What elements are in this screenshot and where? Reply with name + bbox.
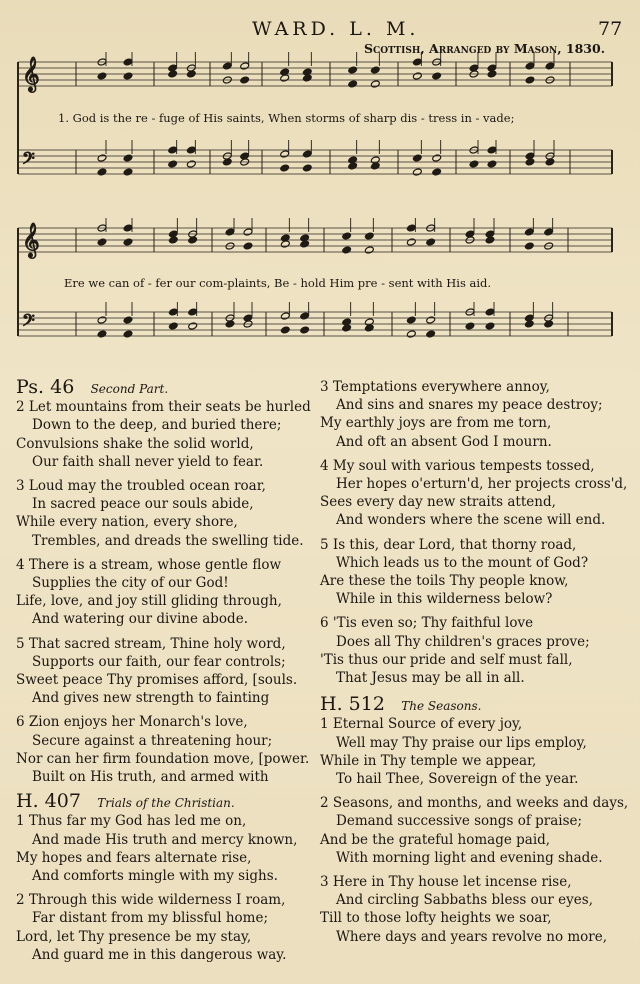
note-head-icon <box>97 330 107 338</box>
note-head-icon <box>168 146 178 154</box>
note-head-icon <box>524 314 534 322</box>
verse-line: And comforts mingle with my sighs. <box>32 868 278 885</box>
verse-line: 'Tis thus our pride and self must fall, <box>320 651 573 668</box>
note-head-icon <box>545 62 555 70</box>
note-head-icon <box>168 230 178 238</box>
treble-clef-icon: 𝄞 <box>22 57 40 92</box>
note-head-icon <box>123 72 133 80</box>
stanza <box>16 812 316 885</box>
note-head-icon <box>485 230 495 238</box>
hymn-heading <box>320 695 635 715</box>
note-head-icon <box>485 322 495 330</box>
verse-line: Well may Thy praise our lips employ, <box>336 734 587 751</box>
verse-line: In sacred peace our souls abide, <box>32 496 254 513</box>
note-head-icon <box>225 228 235 236</box>
music-score <box>0 0 640 360</box>
right-column <box>320 378 635 946</box>
stanza <box>320 536 635 609</box>
note-head-icon <box>544 228 554 236</box>
verse-line: 6 'Tis even so; Thy faithful love <box>320 615 534 632</box>
note-head-icon <box>97 316 107 324</box>
note-head-icon <box>412 72 422 80</box>
stanza <box>320 715 635 788</box>
note-head-icon <box>406 316 416 324</box>
verse-line: 5 Is this, dear Lord, that thorny road, <box>320 536 577 553</box>
stanza <box>320 457 635 530</box>
note-head-icon <box>243 228 253 236</box>
verse-line: Life, love, and joy still gliding through, <box>16 593 282 610</box>
verse-line: And guard me in this dangerous way. <box>32 946 287 963</box>
stanza <box>320 378 635 451</box>
note-head-icon <box>432 154 442 162</box>
note-head-icon <box>412 168 422 176</box>
note-head-icon <box>97 238 107 246</box>
verse-line: Where days and years revolve no more, <box>336 928 608 945</box>
note-head-icon <box>426 316 436 324</box>
note-head-icon <box>348 80 358 88</box>
verse-line: That Jesus may be all in all. <box>336 670 525 687</box>
note-head-icon <box>487 146 497 154</box>
note-head-icon <box>302 150 312 158</box>
stanza-group <box>320 715 635 945</box>
stanza <box>320 794 635 867</box>
verse-line: Sees every day new straits attend, <box>320 494 556 511</box>
note-head-icon <box>302 68 312 76</box>
note-head-icon <box>432 72 442 80</box>
verse-line: And wonders where the scene will end. <box>336 512 606 529</box>
hymn-subtitle: Trials of the Christian. <box>97 796 235 811</box>
stanza <box>320 873 635 946</box>
bass-clef-icon: 𝄢 <box>22 148 35 172</box>
note-head-icon <box>370 66 380 74</box>
verse-line: Her hopes o'erturn'd, her projects cross'd, <box>336 476 628 493</box>
verse-line: Lord, let Thy presence be my stay, <box>16 928 252 945</box>
verse-line: Nor can her firm foundation move, [power. <box>16 750 310 767</box>
verse-line: While every nation, every shore, <box>16 514 238 531</box>
tune-credit: Scottish, Arranged by Mason, 1830. <box>364 41 606 56</box>
verse-line: Down to the deep, and buried there; <box>32 417 282 434</box>
verse-line: 1 Eternal Source of every joy, <box>320 716 523 733</box>
hymn-number: Ps. 46 <box>16 376 75 398</box>
stanza <box>16 635 316 708</box>
note-head-icon <box>123 330 133 338</box>
note-head-icon <box>406 224 416 232</box>
note-head-icon <box>280 326 290 334</box>
note-head-icon <box>406 330 416 338</box>
left-column <box>16 378 316 964</box>
note-head-icon <box>469 160 479 168</box>
note-head-icon <box>97 72 107 80</box>
note-head-icon <box>364 232 374 240</box>
verse-line: My earthly joys are from me torn, <box>320 415 552 432</box>
verse-line: Demand successive songs of praise; <box>336 813 583 830</box>
note-head-icon <box>487 64 497 72</box>
note-head-icon <box>186 160 196 168</box>
note-head-icon <box>300 312 310 320</box>
note-head-icon <box>426 238 436 246</box>
verse-line: 1 Thus far my God has led me on, <box>16 813 247 830</box>
verse-line: 6 Zion enjoys her Monarch's love, <box>16 714 248 731</box>
stanza-group <box>16 812 316 964</box>
note-head-icon <box>243 242 253 250</box>
verse-line: Which leads us to the mount of God? <box>336 554 589 571</box>
treble-clef-icon: 𝄞 <box>22 223 40 258</box>
verse-line: Built on His truth, and armed with <box>32 769 269 786</box>
note-head-icon <box>348 66 358 74</box>
verse-line: And gives new strength to fainting <box>32 690 270 707</box>
verse-line: And be the grateful homage paid, <box>320 831 551 848</box>
verse-line: And watering our divine abode. <box>32 611 248 628</box>
hymn-number: H. 407 <box>16 790 81 813</box>
note-head-icon <box>487 160 497 168</box>
verse-line: Are these the toils Thy people know, <box>320 573 569 590</box>
stanza <box>16 477 316 550</box>
note-head-icon <box>123 168 133 176</box>
note-head-icon <box>280 312 290 320</box>
verse-line: Does all Thy children's graces prove; <box>336 633 590 650</box>
verse-line: And sins and snares my peace destroy; <box>336 397 603 414</box>
note-head-icon <box>168 160 178 168</box>
note-head-icon <box>97 154 107 162</box>
page-number: 77 <box>598 18 623 40</box>
note-head-icon <box>432 168 442 176</box>
verse-line: 5 That sacred stream, Thine holy word, <box>16 635 286 652</box>
note-head-icon <box>168 308 178 316</box>
note-head-icon <box>525 152 535 160</box>
note-head-icon <box>240 62 250 70</box>
verse-line: Trembles, and dreads the swelling tide. <box>32 532 304 549</box>
note-head-icon <box>97 168 107 176</box>
note-head-icon <box>188 322 198 330</box>
note-head-icon <box>524 228 534 236</box>
note-head-icon <box>188 308 198 316</box>
note-head-icon <box>123 238 133 246</box>
verse-line: And oft an absent God I mourn. <box>336 433 552 450</box>
note-head-icon <box>525 76 535 84</box>
verse-line: My hopes and fears alternate rise, <box>16 849 252 866</box>
verse-line: 2 Let mountains from their seats be hurled <box>16 399 311 416</box>
note-head-icon <box>222 62 232 70</box>
verse-line: With morning light and evening shade. <box>336 849 603 866</box>
verse-line: Far distant from my blissful home; <box>32 910 268 927</box>
verse-line: And circling Sabbaths bless our eyes, <box>336 892 593 909</box>
note-head-icon <box>280 150 290 158</box>
stanza <box>16 398 316 471</box>
note-head-icon <box>406 238 416 246</box>
hymn-heading <box>16 378 316 398</box>
note-head-icon <box>123 58 133 66</box>
verse-line: 4 There is a stream, whose gentle flow <box>16 556 282 573</box>
verse-line: Our faith shall never yield to fear. <box>32 453 264 470</box>
note-head-icon <box>342 232 352 240</box>
hymn-subtitle: The Seasons. <box>401 699 482 714</box>
hymn-subtitle: Second Part. <box>90 382 169 396</box>
note-head-icon <box>524 242 534 250</box>
note-head-icon <box>412 58 422 66</box>
note-head-icon <box>168 322 178 330</box>
note-head-icon <box>186 146 196 154</box>
note-head-icon <box>300 326 310 334</box>
verse-line: Till to those lofty heights we soar, <box>320 910 552 927</box>
note-head-icon <box>280 164 290 172</box>
note-head-icon <box>348 156 358 164</box>
verse-line: 4 My soul with various tempests tossed, <box>320 457 595 474</box>
verse-line: Sweet peace Thy promises afford, [souls. <box>16 672 298 689</box>
note-head-icon <box>302 164 312 172</box>
tune-title: WARD. L. M. <box>252 18 420 40</box>
hymn-heading <box>16 792 316 812</box>
verse-line: 2 Through this wide wilderness I roam, <box>16 892 286 909</box>
verse-line: Secure against a threatening hour; <box>32 732 273 749</box>
lyric-line-2: Ere we can of - fer our com-plaints, Be - hold Him pre - sent with His aid. <box>64 276 492 290</box>
verse-line: While in this wilderness below? <box>336 591 553 608</box>
verse-line: Supplies the city of our God! <box>32 575 229 592</box>
stanza <box>320 614 635 687</box>
note-head-icon <box>426 330 436 338</box>
stanza-group <box>16 398 316 786</box>
note-head-icon <box>300 234 310 242</box>
note-head-icon <box>485 308 495 316</box>
verse-line: 3 Loud may the troubled ocean roar, <box>16 478 266 495</box>
verse-line: Supports our faith, our fear controls; <box>32 653 286 670</box>
verse-line: 2 Seasons, and months, and weeks and days, <box>320 795 629 812</box>
note-head-icon <box>123 224 133 232</box>
note-head-icon <box>364 246 374 254</box>
note-head-icon <box>123 154 133 162</box>
bass-clef-icon: 𝄢 <box>22 310 35 334</box>
verse-line: 3 Here in Thy house let incense rise, <box>320 874 572 891</box>
note-head-icon <box>370 80 380 88</box>
note-head-icon <box>370 156 380 164</box>
verse-line: To hail Thee, Sovereign of the year. <box>336 771 579 788</box>
note-head-icon <box>364 318 374 326</box>
verse-line: Convulsions shake the solid world, <box>16 435 254 452</box>
note-head-icon <box>525 62 535 70</box>
stanza <box>16 713 316 786</box>
note-head-icon <box>342 318 352 326</box>
note-head-icon <box>412 154 422 162</box>
note-head-icon <box>240 76 250 84</box>
verse-line: 3 Temptations everywhere annoy, <box>320 379 550 395</box>
stanza-group <box>320 378 635 687</box>
stanza <box>16 556 316 629</box>
note-head-icon <box>342 246 352 254</box>
hymn-number: H. 512 <box>320 693 385 716</box>
note-head-icon <box>465 322 475 330</box>
lyric-line-1: 1. God is the re - fuge of His saints, When storms of sharp dis - tress in - vade; <box>58 111 515 125</box>
note-head-icon <box>123 316 133 324</box>
verse-line: And made His truth and mercy known, <box>32 831 298 848</box>
note-head-icon <box>168 64 178 72</box>
stanza <box>16 891 316 964</box>
verse-line: While in Thy temple we appear, <box>320 752 537 769</box>
